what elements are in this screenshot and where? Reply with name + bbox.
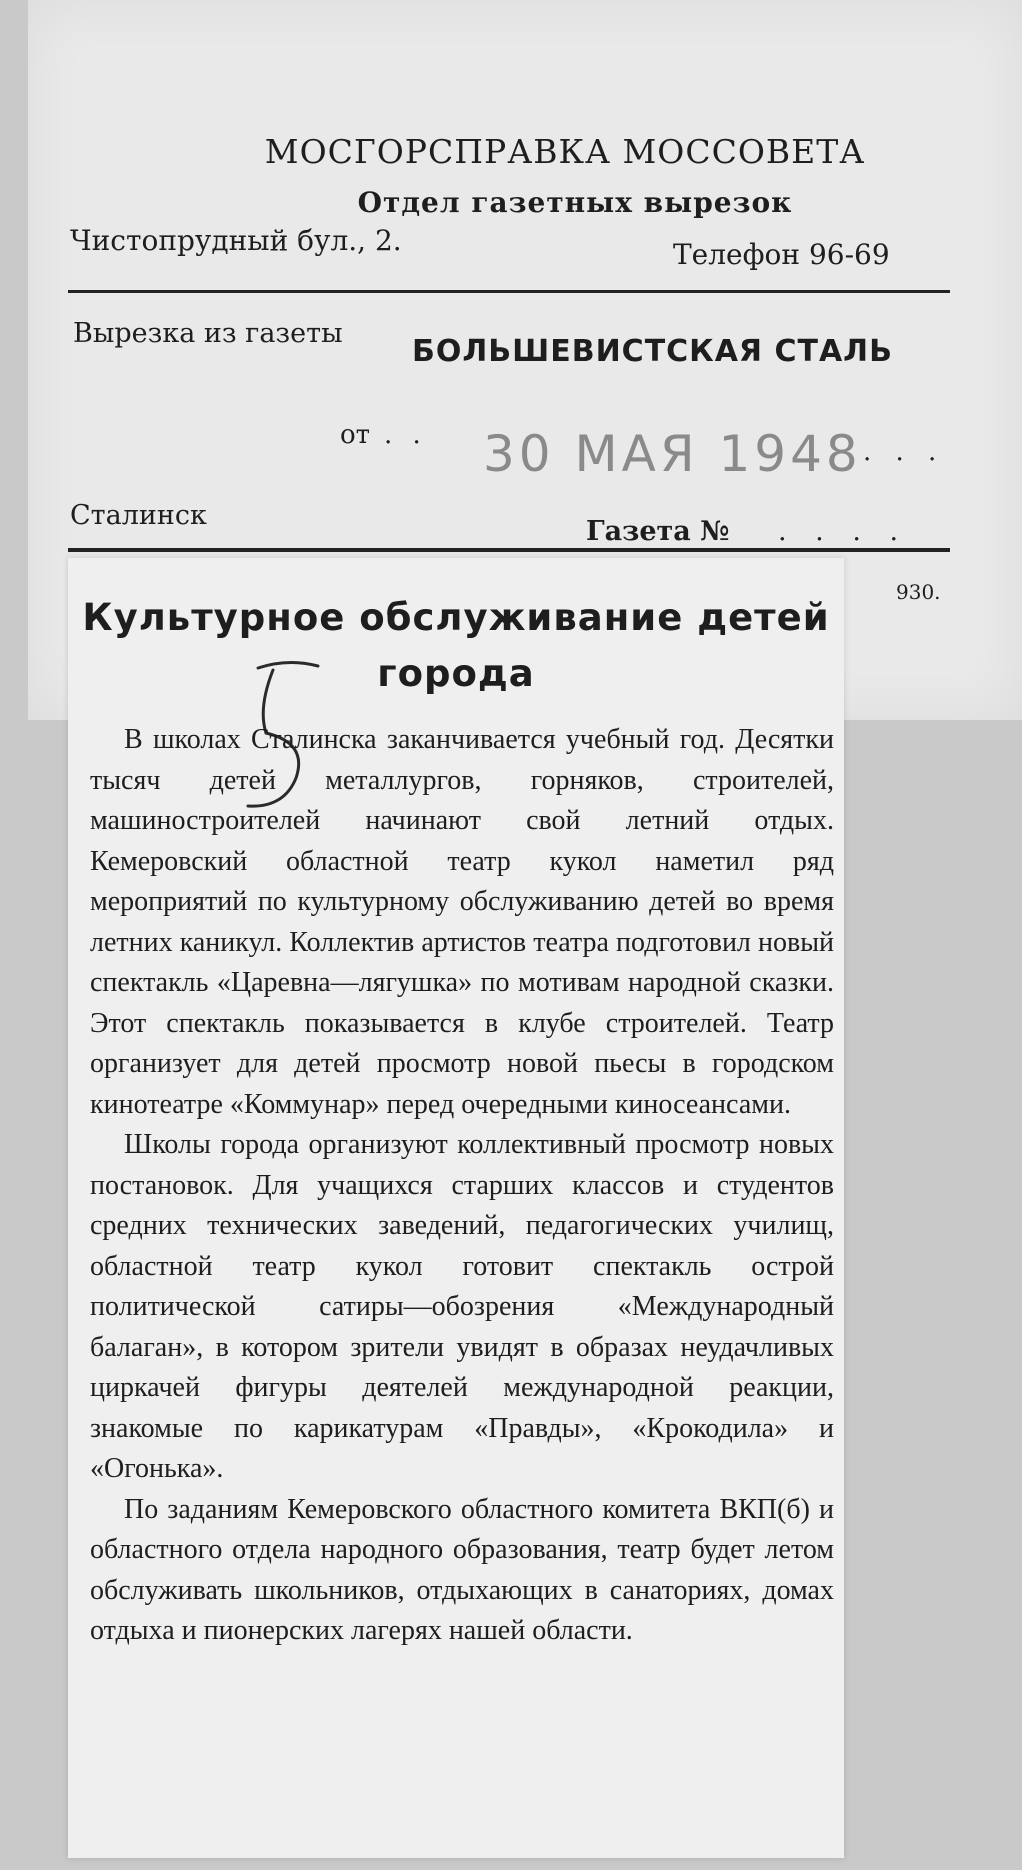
address: Чистопрудный бул., 2. <box>70 224 402 257</box>
city-name: Сталинск <box>70 500 207 531</box>
clip-label: Вырезка из газеты <box>73 318 343 349</box>
newspaper-number-label: Газета № <box>586 516 730 547</box>
phone-number: Телефон 96-69 <box>673 238 890 271</box>
article-paragraph: По заданиям Кемеровского областного комитета ВКП(б) и областного отдела народного образования, театр будет летом обслуживать школьников, отдыхающих в санаториях, домах отдыха и пионерских лагерях нашей области. <box>90 1493 834 1646</box>
article-paragraph: В школах Сталинска заканчивается учебный год. Десятки тысяч детей металлургов, горняков, строителей, машиностроителей начинают свой летний отдых. Кемеровский областной театр кукол наметил ряд мероприятий по культурному обслуживанию детей во время летних каникул. Коллектив артистов театра подготовил новый спектакль «Царевна—лягушка» по мотивам народной сказки. Этот спектакль показывается в клубе строителей. Театр организует для детей просмотр новой пьесы в городском кинотеатре «Коммунар» перед очередными киносеансами. <box>90 724 834 1120</box>
form-divider <box>68 548 950 552</box>
date-stamp: 30 МАЯ 1948 <box>483 425 862 483</box>
from-label: от <box>340 420 371 450</box>
article-paragraph: Школы города организуют коллективный просмотр новых постановок. Для учащихся старших классов и студентов средних технических заведений, педагогических училищ, областной театр кукол готовит спектакль острой политической сатиры—обозрения «Международный балаган», в котором зрители увидят в образах неудачливых циркачей фигуры деятелей международной реакции, знакомые по карикатурам «Правды», «Крокодила» и «Огонька». <box>90 1129 834 1484</box>
number-leader-dots: . . . . <box>778 516 909 547</box>
clip-number: 930. <box>896 580 941 604</box>
article-headline: Культурное обслуживание детей города <box>82 596 830 695</box>
header-divider <box>68 290 950 293</box>
newspaper-name: БОЛЬШЕВИСТСКАЯ СТАЛЬ <box>412 334 893 369</box>
article-body <box>90 720 834 1652</box>
date-leader-dots: . . <box>384 420 427 450</box>
department-name: Отдел газетных вырезок <box>357 186 793 219</box>
org-name: МОСГОРСПРАВКА МОССОВЕТА <box>264 132 866 171</box>
stamp-trailing-dots: . . . <box>863 437 945 467</box>
newspaper-clipping <box>68 558 844 1858</box>
